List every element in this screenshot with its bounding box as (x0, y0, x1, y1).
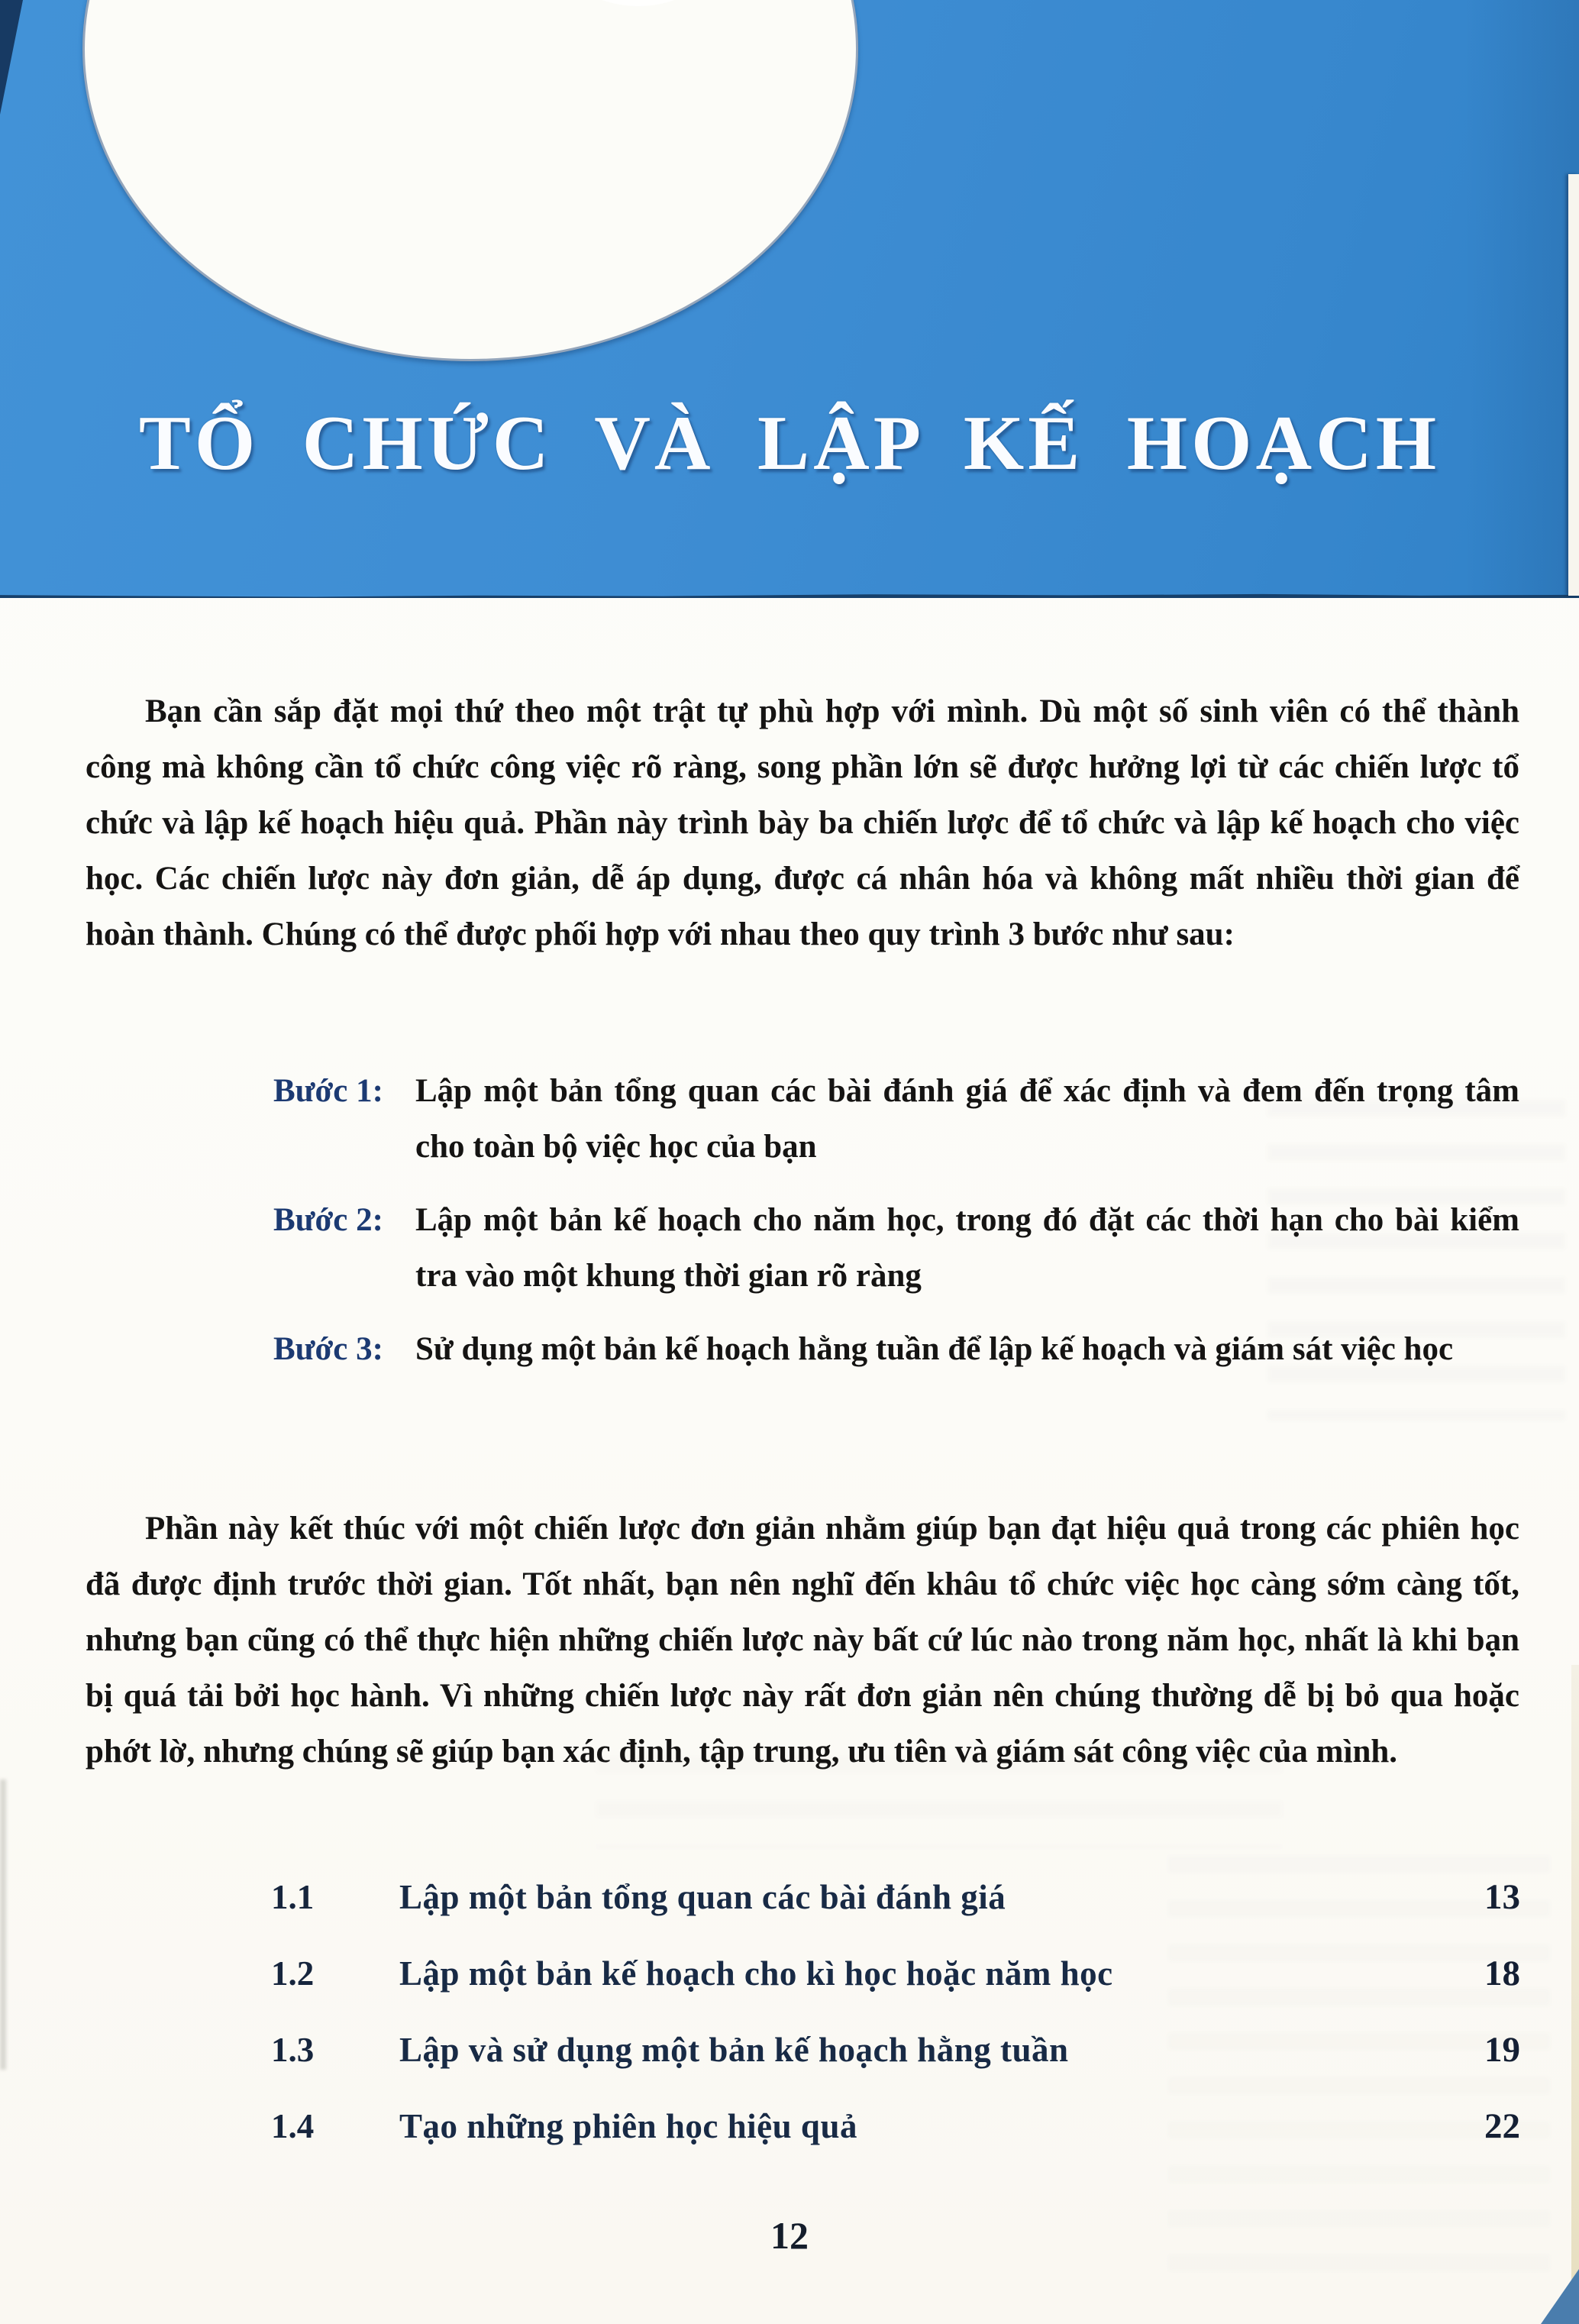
toc-1-title: Lập một bản tổng quan các bài đánh giá (399, 1878, 1006, 1916)
toc-3-number: 1.3 (271, 2031, 315, 2069)
scan-streak-left (0, 1779, 6, 2070)
bleed-through-artifact (1267, 1100, 1565, 1421)
step-2-label: Bước 2: (273, 1202, 383, 1238)
part-banner (0, 0, 1579, 597)
toc-4-number: 1.4 (271, 2107, 315, 2145)
step-2-text: Lập một bản kế hoạch cho năm học, trong đó đặt các thời hạn cho bài kiểm tra vào một khung thời gian rõ ràng (415, 1202, 1519, 1294)
toc-2-page: 18 (1484, 1954, 1520, 1993)
page-edge-strip (1568, 174, 1579, 596)
toc-1-number: 1.1 (271, 1878, 315, 1916)
toc-2-number: 1.2 (271, 1954, 315, 1993)
toc-3-title: Lập và sử dụng một bản kế hoạch hằng tuần (399, 2031, 1069, 2069)
part-number-circle (82, 0, 858, 361)
part-title: TỔ CHỨC VÀ LẬP KẾ HOẠCH (138, 400, 1441, 486)
toc-1-page: 13 (1484, 1877, 1520, 1917)
toc-3-page: 19 (1484, 2030, 1520, 2070)
step-3-label: Bước 3: (273, 1331, 383, 1367)
step-1-label: Bước 1: (273, 1073, 383, 1109)
toc-4-title: Tạo những phiên học hiệu quả (399, 2107, 857, 2145)
toc-4-page: 22 (1484, 2106, 1520, 2146)
page-number: 12 (770, 2214, 809, 2257)
circle-highlight (520, 0, 757, 6)
toc-2-title: Lập một bản kế hoạch cho kì học hoặc năm học (399, 1954, 1113, 1993)
scan-corner-topleft (0, 0, 23, 115)
banner-right-shade (1464, 0, 1579, 597)
intro-paragraph: Bạn cần sắp đặt mọi thứ theo một trật tự phù hợp với mình. Dù một số sinh viên có thể thành công mà không cần tổ chức công việc rõ ràng, song phần lớn sẽ được hưởng lợi từ các chiến lược tổ chức và lập kế hoạch hiệu quả. Phần này trình bày ba chiến lược để tổ chức và lập kế hoạch cho việc học. Các chiến lược này đơn giản, dễ áp dụng, được cá nhân hóa và không mất nhiều thời gian để hoàn thành. Chúng có thể được phối hợp với nhau theo quy trình 3 bước như sau: (86, 693, 1519, 952)
step-3-text: Sử dụng một bản kế hoạch hằng tuần để lập kế hoạch và giám sát việc học (415, 1331, 1454, 1367)
step-1-text: Lập một bản tổng quan các bài đánh giá để xác định và đem đến trọng tâm cho toàn bộ việc học của bạn (415, 1073, 1519, 1165)
next-page-corner (1541, 2269, 1579, 2324)
bleed-through-artifact (596, 1757, 1283, 1848)
closing-paragraph: Phần này kết thúc với một chiến lược đơn giản nhằm giúp bạn đạt hiệu quả trong các phiên học đã được định trước thời gian. Tốt nhất, bạn nên nghĩ đến khâu tổ chức việc học càng sớm càng tốt, nhưng bạn cũng có thể thực hiện những chiến lược này bất cứ lúc nào trong năm học, nhất là khi bạn bị quá tải bởi học hành. Vì những chiến lược này rất đơn giản nên chúng thường dễ bị bỏ qua hoặc phớt lờ, nhưng chúng sẽ giúp bạn xác định, tập trung, ưu tiên và giám sát công việc của mình. (86, 1511, 1519, 1770)
